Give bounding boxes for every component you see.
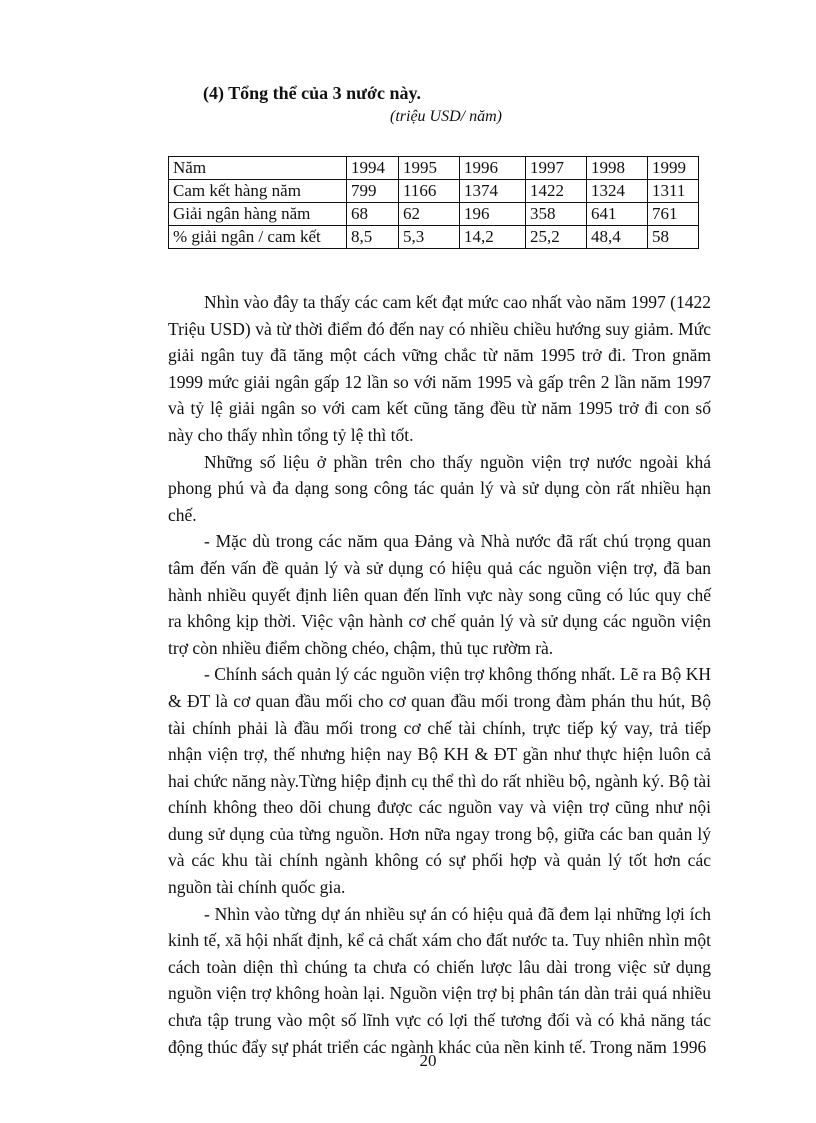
table-cell: 196 [460, 203, 526, 226]
table-cell: 25,2 [526, 226, 587, 249]
table-header-label: Năm [169, 157, 347, 180]
aid-data-table [168, 156, 699, 249]
table-cell: 641 [587, 203, 648, 226]
table-cell: 48,4 [587, 226, 648, 249]
table-header-row [169, 157, 699, 180]
table-unit-caption: (triệu USD/ năm) [390, 108, 502, 125]
table-cell: 8,5 [347, 226, 399, 249]
table-cell: 62 [399, 203, 460, 226]
table-header-year: 1998 [587, 157, 648, 180]
table-cell: 1311 [648, 180, 699, 203]
table-header-year: 1995 [399, 157, 460, 180]
table-header-year: 1999 [648, 157, 699, 180]
table-cell: 761 [648, 203, 699, 226]
paragraph: - Nhìn vào từng dự án nhiều sự án có hiệu quả đã đem lại những lợi ích kinh tế, xã hội nhất định, kể cả chất xám cho đất nước ta. Tuy nhiên nhìn một cách toàn diện thì chúng ta chưa có chiến lược lâu dài trong việc sử dụng nguồn viện trợ không hoàn lại. Nguồn viện trợ bị phân tán dàn trải quá nhiều chưa tập trung vào một số lĩnh vực có lợi thế tương đối và có khả năng tác động thúc đẩy sự phát triển các ngành khác của nền kinh tế. Trong năm 1996 [168, 903, 711, 1057]
table-cell: 14,2 [460, 226, 526, 249]
table-cell: 1374 [460, 180, 526, 203]
body-text [168, 289, 711, 1060]
paragraph: Nhìn vào đây ta thấy các cam kết đạt mức cao nhất vào năm 1997 (1422 Triệu USD) và từ thời điểm đó đến nay có nhiều chiều hướng suy giảm. Mức giải ngân tuy đã tăng một cách vững chắc từ năm 1995 trở đi. Tron gnăm 1999 mức giải ngân gấp 12 lần so với năm 1995 và gấp trên 2 lần năm 1997 và tỷ lệ giải ngân so với cam kết cũng tăng đều từ năm 1995 trở đi con số này cho thấy nhìn tổng tỷ lệ thì tốt. [168, 292, 711, 445]
table-row [169, 180, 699, 203]
table-header-year: 1996 [460, 157, 526, 180]
table-row-label: % giải ngân / cam kết [169, 226, 347, 249]
table-cell: 58 [648, 226, 699, 249]
table-row-label: Cam kết hàng năm [169, 180, 347, 203]
paragraph: - Mặc dù trong các năm qua Đảng và Nhà nước đã rất chú trọng quan tâm đến vấn đề quản lý và sử dụng có hiệu quả các nguồn viện trợ, đã ban hành nhiều quyết định liên quan đến lĩnh vực này song cũng có lúc quy chế ra không kịp thời. Việc vận hành cơ chế quản lý và sử dụng các nguồn viện trợ còn nhiều điểm chồng chéo, chậm, thủ tục rườm rà. [168, 531, 711, 658]
table-cell: 358 [526, 203, 587, 226]
table-cell: 68 [347, 203, 399, 226]
section-heading: (4) Tổng thể của 3 nước này. [203, 83, 421, 103]
table-cell: 1166 [399, 180, 460, 203]
paragraph: Những số liệu ở phần trên cho thấy nguồn viện trợ nước ngoài khá phong phú và đa dạng song công tác quản lý và sử dụng còn rất nhiều hạn chế. [168, 451, 711, 525]
table-cell: 5,3 [399, 226, 460, 249]
table-cell: 1422 [526, 180, 587, 203]
paragraph: - Chính sách quản lý các nguồn viện trợ không thống nhất. Lẽ ra Bộ KH & ĐT là cơ quan đầu mối cho cơ quan đầu mối trong đàm phán thu hút, Bộ tài chính phải là đầu mối trong cơ chế tài chính, trực tiếp ký vay, trả tiếp nhận viện trợ, thế nhưng hiện nay Bộ KH & ĐT gần như thực hiện luôn cả hai chức năng này.Từng hiệp định cụ thể thì do rất nhiều bộ, ngành ký. Bộ tài chính không theo dõi chung được các nguồn vay và viện trợ cũng như nội dung sử dụng của từng nguồn. Hơn nữa ngay trong bộ, giữa các ban quản lý và các khu tài chính ngành không có sự phối hợp và quản lý tốt hơn các nguồn tài chính quốc gia. [168, 664, 711, 898]
table-row-label: Giải ngân hàng năm [169, 203, 347, 226]
table-row [169, 226, 699, 249]
table-header-year: 1997 [526, 157, 587, 180]
table-cell: 1324 [587, 180, 648, 203]
page-number: 20 [419, 1051, 437, 1070]
table-header-year: 1994 [347, 157, 399, 180]
table-cell: 799 [347, 180, 399, 203]
table-row [169, 203, 699, 226]
